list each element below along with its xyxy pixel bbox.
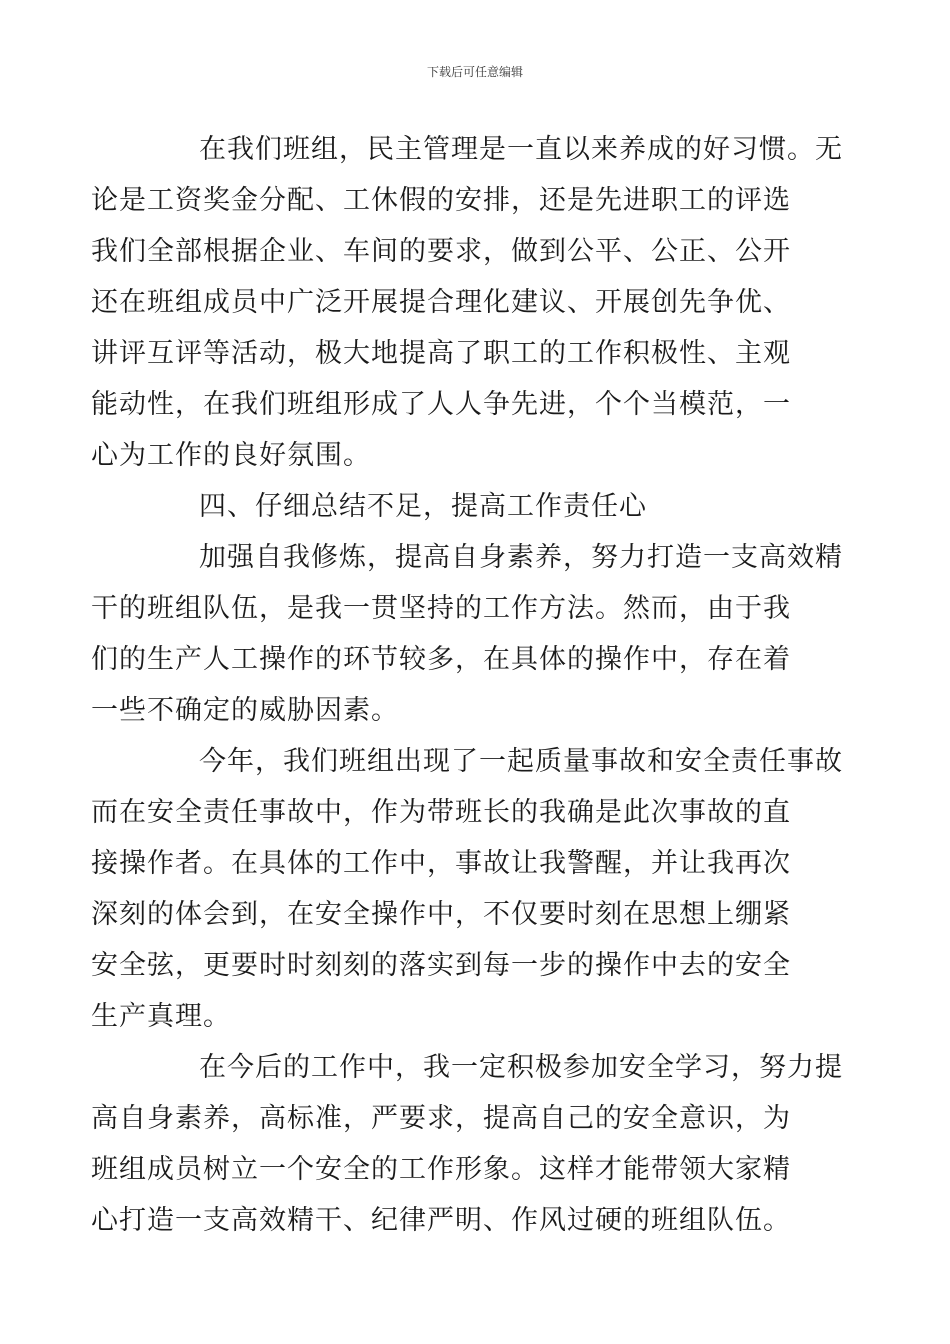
text-line: 干的班组队伍，是我一贯坚持的工作方法。然而，由于我 [91,593,791,624]
text-line: 班组成员树立一个安全的工作形象。这样才能带领大家精 [91,1154,791,1185]
text-line: 论是工资奖金分配、工休假的安排，还是先进职工的评选 [91,185,791,216]
paragraph-future-work [91,1042,843,1246]
text-line: 我们全部根据企业、车间的要求，做到公平、公正、公开 [91,236,791,267]
text-line: 而在安全责任事故中，作为带班长的我确是此次事故的直 [91,797,791,828]
paragraph-democratic-management [91,124,843,481]
document-body [91,124,843,1246]
text-line: 加强自我修炼，提高自身素养，努力打造一支高效精 [199,542,843,573]
page-header: 下载后可任意编辑 [426,65,523,79]
text-line: 生产真理。 [91,1001,231,1032]
text-line: 心为工作的良好氛围。 [91,440,371,471]
text-line: 安全弦，更要时时刻刻的落实到每一步的操作中去的安全 [91,950,791,981]
text-line: 心打造一支高效精干、纪律严明、作风过硬的班组队伍。 [91,1205,791,1236]
text-line: 们的生产人工操作的环节较多，在具体的操作中，存在着 [91,644,791,675]
text-line: 深刻的体会到，在安全操作中，不仅要时刻在思想上绷紧 [91,899,791,930]
text-line: 讲评互评等活动，极大地提高了职工的工作积极性、主观 [91,338,791,369]
text-line: 在今后的工作中，我一定积极参加安全学习，努力提 [199,1052,843,1083]
text-line: 在我们班组，民主管理是一直以来养成的好习惯。无 [199,134,843,165]
text-line: 还在班组成员中广泛开展提合理化建议、开展创先争优、 [91,287,791,318]
text-line: 四、仔细总结不足，提高工作责任心 [199,491,647,522]
text-line: 能动性，在我们班组形成了人人争先进，个个当模范，一 [91,389,791,420]
paragraph-self-improvement [91,532,843,736]
text-line: 一些不确定的威胁因素。 [91,695,399,726]
text-line: 今年，我们班组出现了一起质量事故和安全责任事故 [199,746,843,777]
text-line: 接操作者。在具体的工作中，事故让我警醒，并让我再次 [91,848,791,879]
text-line: 高自身素养，高标准，严要求，提高自己的安全意识，为 [91,1103,791,1134]
paragraph-safety-accident [91,736,843,1042]
section-heading [145,481,807,532]
